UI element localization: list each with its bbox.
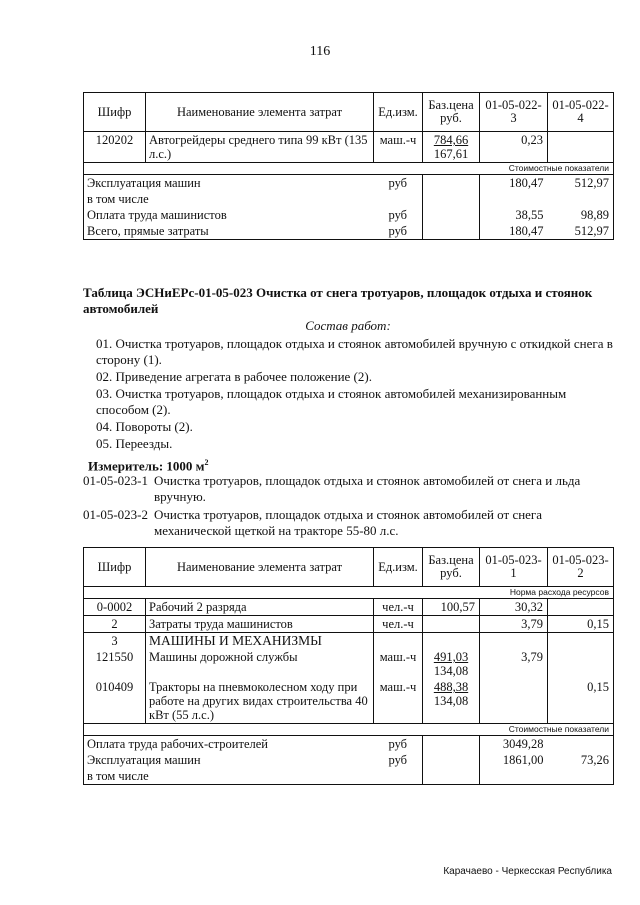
header-variant-1: 01-05-023-1 [480,548,548,587]
work-composition-heading: Состав работ: [305,318,391,333]
table-row [84,633,614,650]
section-label: Стоимостные показатели [84,724,614,736]
header-code: Шифр [84,548,146,587]
list-item: 02. Приведение агрегата в рабочее положение (2). [96,369,372,384]
summary-unit [374,768,423,785]
row-price [423,649,480,679]
variant-text: Очистка тротуаров, площадок отдыха и стоянок автомобилей от снега и льда вручную. [154,473,581,504]
variant-code: 01-05-023-1 [83,473,148,488]
summary-value-2 [548,736,614,753]
row-price [423,132,480,163]
row-name: Затраты труда машинистов [146,616,374,633]
row-name: Машины дорожной службы [146,649,374,679]
variant-list [83,473,613,541]
row-unit: маш.-ч [374,649,423,679]
summary-value-2 [548,191,614,207]
summary-row [84,175,614,192]
header-unit: Ед.изм. [374,93,423,132]
cost-table-2 [83,547,614,785]
list-item [83,507,613,539]
summary-price-empty [423,752,480,768]
table-row [84,679,614,724]
summary-name: Эксплуатация машин [84,752,374,768]
row-code: 0-0002 [84,599,146,616]
row-value-2: 0,15 [548,616,614,633]
row-name: Автогрейдеры среднего типа 99 кВт (135 л.с.) [146,132,374,163]
summary-value-2 [548,768,614,785]
row-name: Рабочий 2 разряда [146,599,374,616]
list-item: 04. Повороты (2). [96,419,193,434]
summary-row [84,223,614,240]
summary-value-1: 1861,00 [480,752,548,768]
summary-unit: руб [374,223,423,240]
meter-superscript: 2 [204,458,209,467]
table-header-row [84,93,614,132]
price-main: 491,03 [433,650,469,664]
summary-value-1 [480,768,548,785]
summary-name: в том числе [84,768,374,785]
row-value-1 [480,679,548,724]
header-variant-1: 01-05-022-3 [480,93,548,132]
row-unit: маш.-ч [374,132,423,163]
row-price [423,679,480,724]
row-unit: чел.-ч [374,616,423,633]
row-unit [374,633,423,650]
row-code: 010409 [84,679,146,724]
summary-value-1: 180,47 [480,223,548,240]
row-price [423,616,480,633]
row-value-2 [548,599,614,616]
summary-value-1: 38,55 [480,207,548,223]
price-sub: 134,08 [433,694,469,708]
row-code: 2 [84,616,146,633]
header-code: Шифр [84,93,146,132]
price-main: 784,66 [433,133,469,147]
table-title: Таблица ЭСНиЕРс-01-05-023 Очистка от снега тротуаров, площадок отдыха и стоянок автомобилей [83,285,593,316]
row-price: 100,57 [423,599,480,616]
row-code: 3 [84,633,146,650]
summary-row [84,191,614,207]
row-value-2 [548,633,614,650]
table-row [84,649,614,679]
page-number: 116 [309,44,331,59]
row-code: 121550 [84,649,146,679]
norm-label-row [84,587,614,599]
summary-row [84,768,614,785]
row-value-2 [548,649,614,679]
cost-table-1 [83,92,614,240]
row-unit: маш.-ч [374,679,423,724]
header-unit: Ед.изм. [374,548,423,587]
header-price: Баз.цена руб. [423,93,480,132]
section-label-row [84,724,614,736]
list-item: 05. Переезды. [96,436,173,451]
summary-price-empty [423,223,480,240]
row-name: МАШИНЫ И МЕХАНИЗМЫ [146,633,374,650]
summary-price-empty [423,207,480,223]
row-value-1: 3,79 [480,616,548,633]
summary-name: Всего, прямые затраты [84,223,374,240]
header-variant-2: 01-05-023-2 [548,548,614,587]
row-value-2 [548,132,614,163]
header-variant-2: 01-05-022-4 [548,93,614,132]
summary-unit [374,191,423,207]
row-value-1: 0,23 [480,132,548,163]
row-code: 120202 [84,132,146,163]
summary-price-empty [423,175,480,192]
summary-row [84,752,614,768]
summary-value-2: 512,97 [548,175,614,192]
summary-value-2: 512,97 [548,223,614,240]
table-header-row [84,548,614,587]
summary-price-empty [423,191,480,207]
price-sub: 167,61 [433,147,469,161]
list-item: 01. Очистка тротуаров, площадок отдыха и стоянок автомобилей вручную с откидкой снега в сторону (1). [96,336,613,367]
summary-unit: руб [388,208,408,222]
table-row [84,599,614,616]
variant-text: Очистка тротуаров, площадок отдыха и стоянок автомобилей от снега механической щеткой на тракторе 55-80 л.с. [154,507,543,538]
price-sub: 134,08 [433,664,469,678]
summary-name: Оплата труда рабочих-строителей [84,736,374,753]
variant-code: 01-05-023-2 [83,507,148,522]
table-row [84,616,614,633]
row-value-2: 0,15 [548,679,614,724]
summary-row [84,736,614,753]
header-name: Наименование элемента затрат [146,548,374,587]
summary-price-empty [423,768,480,785]
summary-value-1 [480,191,548,207]
meter-label [88,455,618,474]
work-list [96,336,616,453]
row-value-1: 30,32 [480,599,548,616]
list-item [83,473,613,505]
row-unit: чел.-ч [374,599,423,616]
table-row [84,132,614,163]
meter-text: Измеритель: 1000 м [88,458,205,474]
summary-name: в том числе [84,191,374,207]
row-name: Тракторы на пневмоколесном ходу при работе на других видах строительства 40 кВт (55 л.с.) [146,679,374,724]
header-name: Наименование элемента затрат [146,93,374,132]
norm-label: Норма расхода ресурсов [84,587,614,599]
footer-region: Карачаево - Черкесская Республика [443,866,612,877]
summary-name: Эксплуатация машин [84,175,374,192]
summary-value-2: 73,26 [548,752,614,768]
section-label: Стоимостные показатели [84,163,614,175]
summary-unit: руб [388,176,408,190]
header-price: Баз.цена руб. [423,548,480,587]
row-value-1 [480,633,548,650]
summary-value-1: 180,47 [480,175,548,192]
list-item: 03. Очистка тротуаров, площадок отдыха и стоянок автомобилей механизированным способом (2). [96,386,567,417]
row-value-1: 3,79 [480,649,548,679]
summary-value-1: 3049,28 [480,736,548,753]
summary-price-empty [423,736,480,753]
summary-unit: руб [388,737,408,751]
summary-row [84,207,614,223]
summary-name: Оплата труда машинистов [84,207,374,223]
row-price [423,633,480,650]
summary-value-2: 98,89 [548,207,614,223]
summary-unit: руб [388,753,408,767]
section-label-row [84,163,614,175]
price-main: 488,38 [433,680,469,694]
